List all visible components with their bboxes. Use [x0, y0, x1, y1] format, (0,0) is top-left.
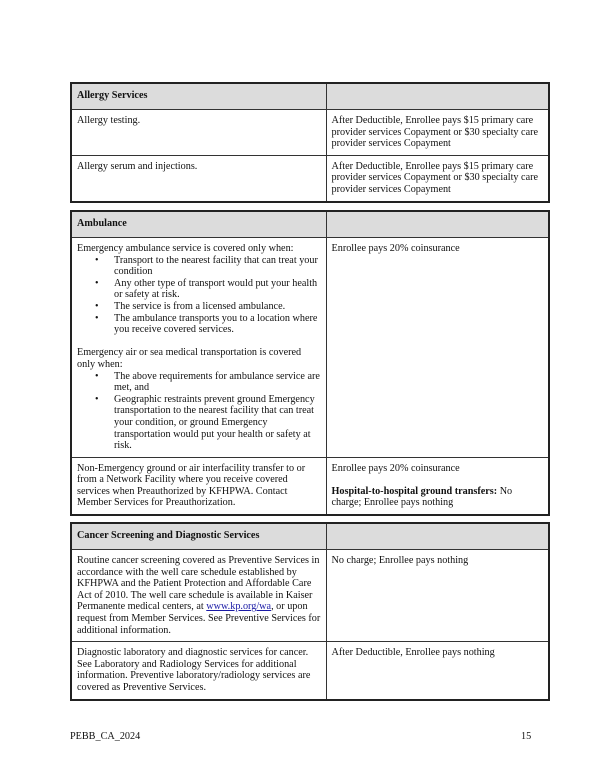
section-title: Allergy Services: [71, 83, 326, 110]
header-empty-cell: [326, 83, 549, 110]
table-row: [71, 155, 549, 201]
section-title: Ambulance: [71, 211, 326, 238]
table-header-row: [71, 83, 549, 110]
service-cell: [71, 550, 326, 642]
service-cell: Allergy testing.: [71, 110, 326, 156]
screening-text-pre: Routine cancer screening covered as Preventive Services in accordance with the well care schedule established by KFHPWA and the Patient Protection and Affordable Care Act of 2010. The well care schedule is available in Kaiser Permanente medical centers, at: [77, 555, 320, 613]
cost-hospital-transfer: [332, 486, 544, 509]
service-cell: Non-Emergency ground or air interfacility transfer to or from a Network Facility where you receive covered services when Preauthorized by KFHPWA. Contact Member Services for Preauthorization.: [71, 457, 326, 515]
cancer-screening-table: [70, 522, 550, 701]
table-header-row: [71, 523, 549, 550]
footer-doc-id: PEBB_CA_2024: [70, 731, 141, 742]
table-row: [71, 238, 549, 458]
footer-page-number: 15: [521, 731, 532, 742]
air-sea-conditions-list: [77, 371, 321, 452]
kp-website-link[interactable]: www.kp.org/wa: [206, 601, 272, 613]
table-row: [71, 110, 549, 156]
table-row: [71, 550, 549, 642]
ambulance-table: [70, 210, 550, 516]
cost-cell: After Deductible, Enrollee pays $15 primary care provider services Copayment or $30 specialty care provider services Copayment: [326, 155, 549, 201]
service-cell: Allergy serum and injections.: [71, 155, 326, 201]
cost-cell: After Deductible, Enrollee pays $15 primary care provider services Copayment or $30 specialty care provider services Copayment: [326, 110, 549, 156]
table-row: [71, 642, 549, 700]
header-empty-cell: [326, 523, 549, 550]
list-item: • The ambulance transports you to a location where you receive covered services.: [114, 313, 321, 336]
cost-cell: [326, 457, 549, 515]
screening-text-post: , or upon request from Member Services. See Preventive Services for additional information.: [77, 601, 321, 636]
cost-cell: After Deductible, Enrollee pays nothing: [326, 642, 549, 700]
air-sea-intro: Emergency air or sea medical transportation is covered only when:: [77, 347, 302, 370]
list-item: • The service is from a licensed ambulance.: [114, 301, 321, 313]
list-item: • Transport to the nearest facility that can treat your condition: [114, 255, 321, 278]
cost-coinsurance: Enrollee pays 20% coinsurance: [331, 462, 460, 474]
header-empty-cell: [326, 211, 549, 238]
cost-cell: Enrollee pays 20% coinsurance: [326, 238, 549, 458]
allergy-services-table: [70, 82, 550, 203]
list-item: • Geographic restraints prevent ground Emergency transportation to the nearest facility that can treat your condition, or ground Emergency transportation would put your health or safety at risk.: [114, 394, 321, 452]
ambulance-intro: Emergency ambulance service is covered only when:: [77, 243, 294, 254]
service-cell: Diagnostic laboratory and diagnostic services for cancer. See Laboratory and Radiology Services for additional information. Preventive laboratory/radiology services are covered as Preventive Services.: [71, 642, 326, 700]
table-header-row: [71, 211, 549, 238]
cost-cell: No charge; Enrollee pays nothing: [326, 550, 549, 642]
ambulance-conditions-list: [77, 255, 321, 336]
hospital-transfer-value: No charge; Enrollee pays nothing: [331, 485, 513, 509]
list-item: • The above requirements for ambulance service are met, and: [114, 371, 321, 394]
list-item: • Any other type of transport would put your health or safety at risk.: [114, 278, 321, 301]
hospital-transfer-label: Hospital-to-hospital ground transfers:: [331, 485, 498, 497]
service-cell: [71, 238, 326, 458]
table-row: [71, 457, 549, 515]
section-title: Cancer Screening and Diagnostic Services: [71, 523, 326, 550]
